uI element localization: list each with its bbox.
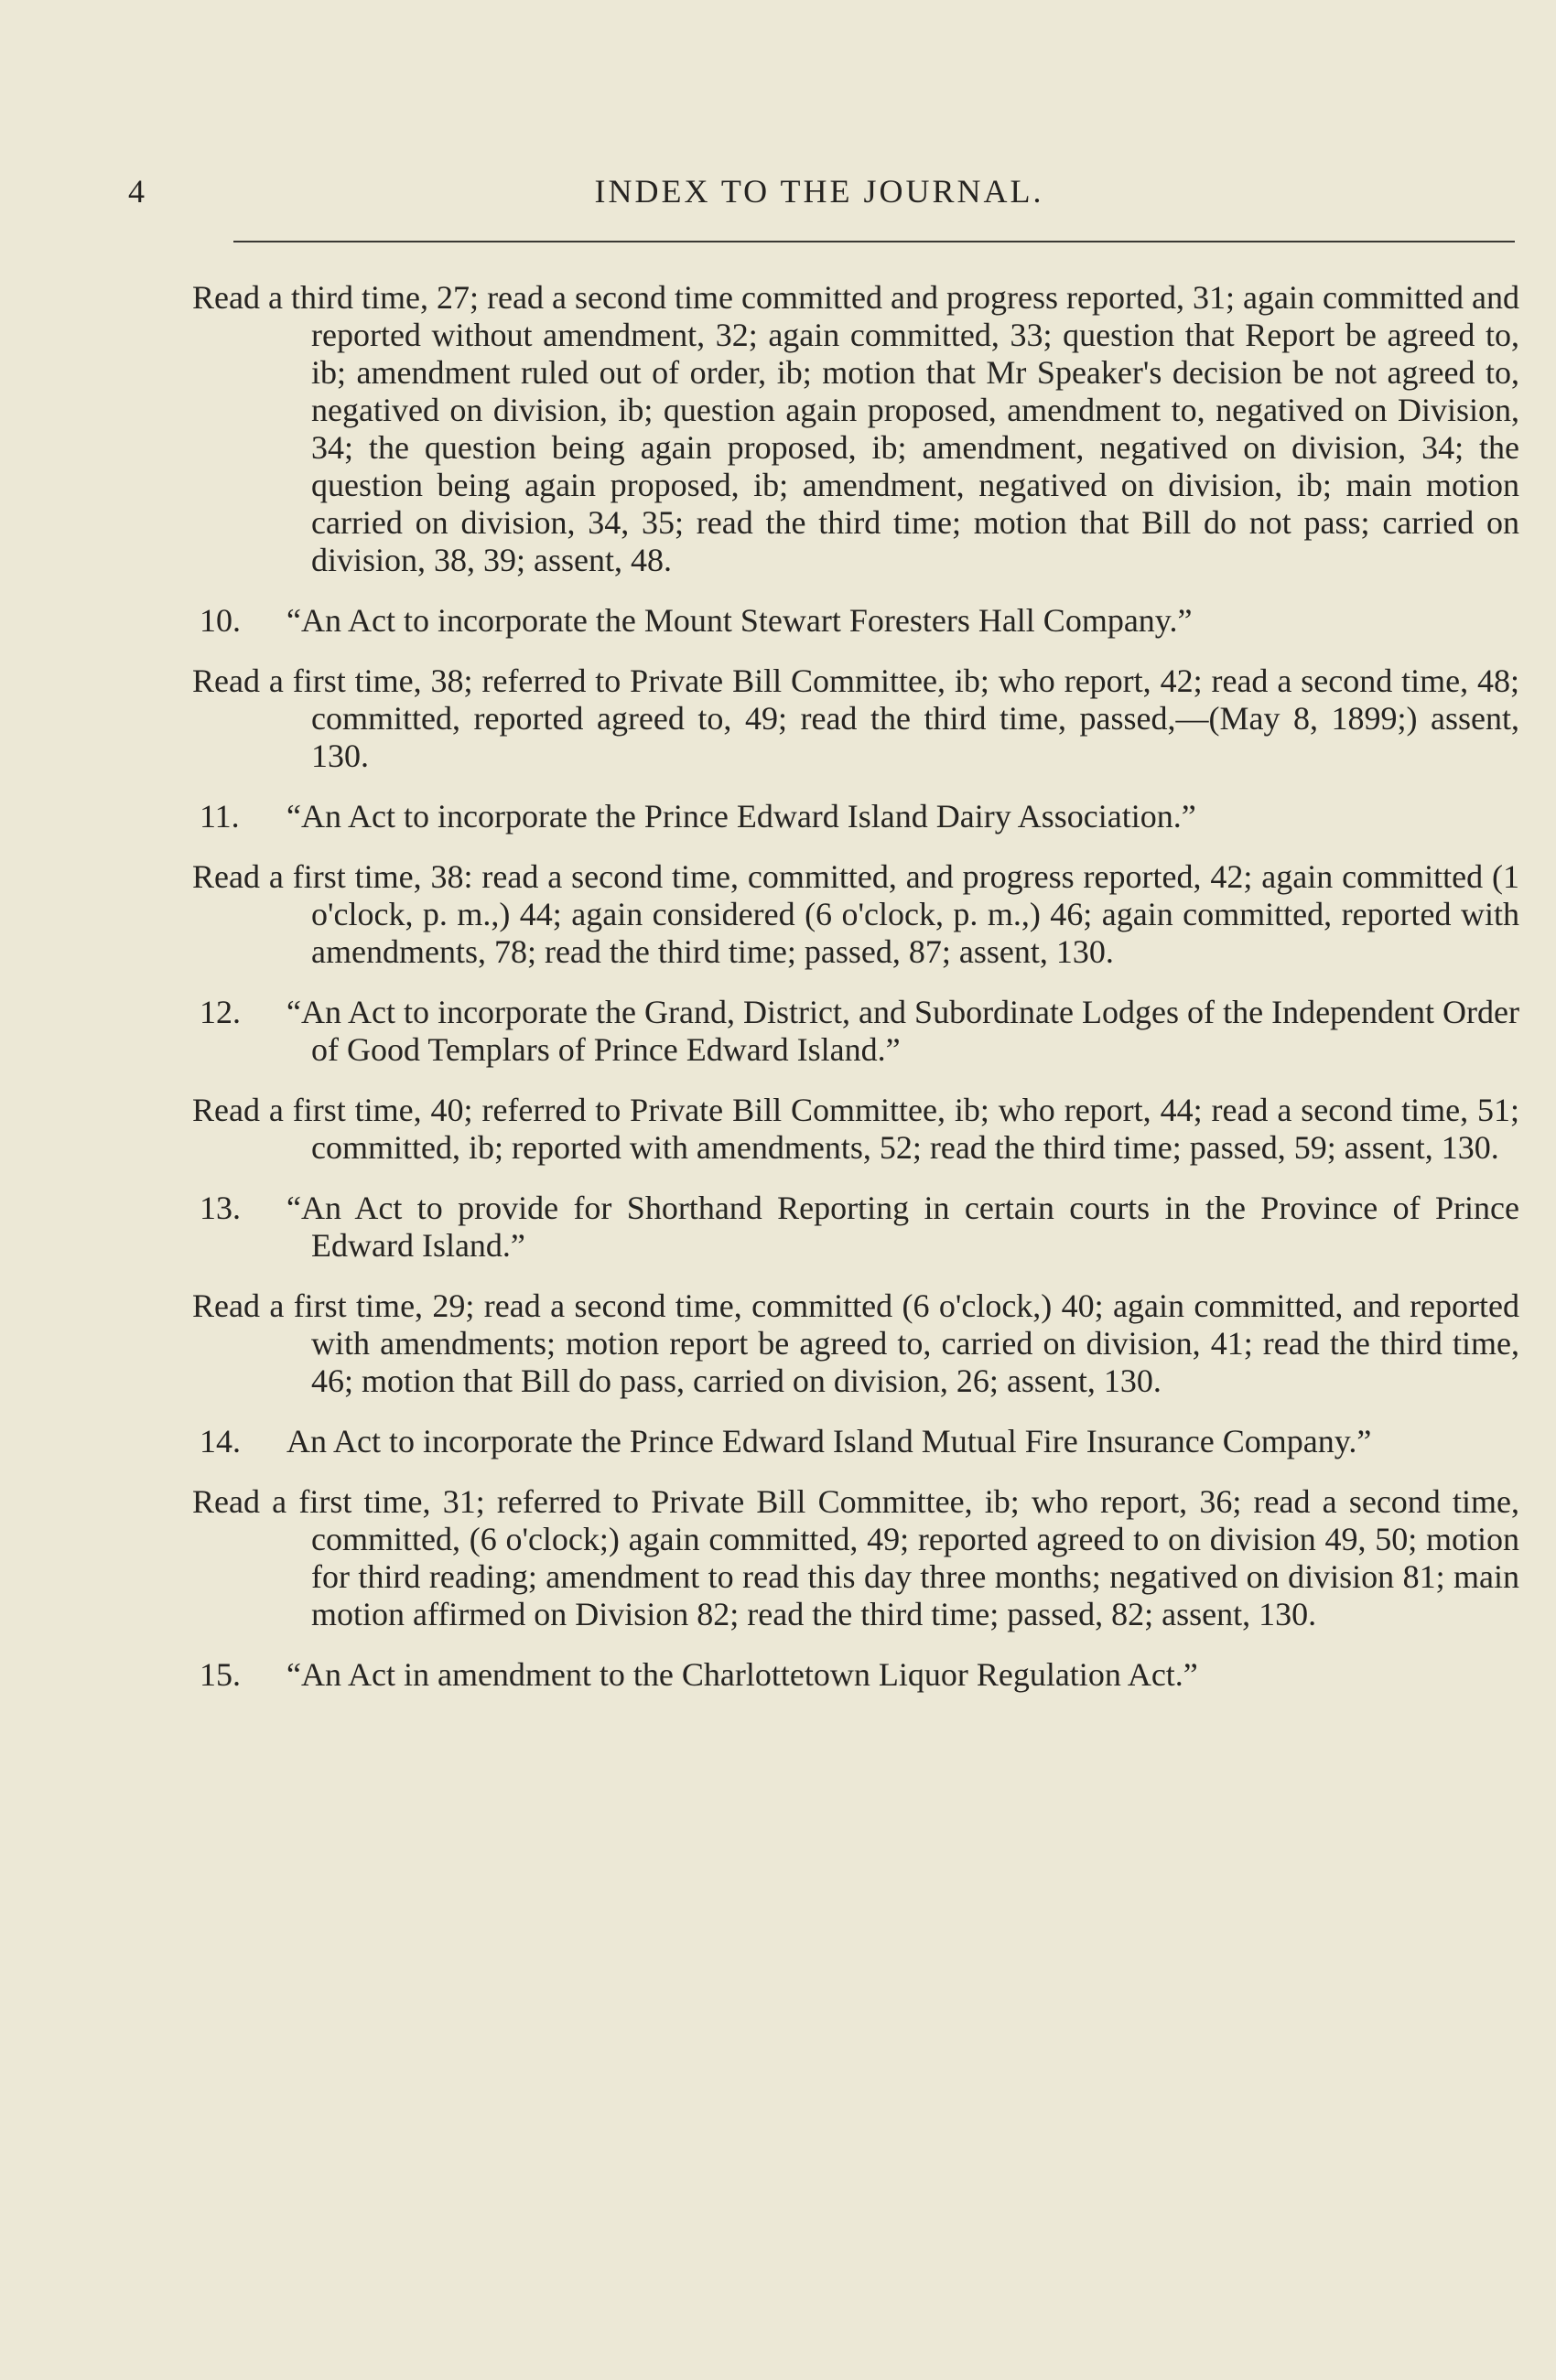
proceedings-entry: Read a first time, 38: read a second time, committed, and progress reported, 42; again committed (1 o'clock, p. m.,) 44; again considered (6 o'clock, p. m.,) 46; again committed, reported with amendments, 78; read the third time; passed, 87; assent, 130. (192, 858, 1519, 970)
header-rule (233, 241, 1515, 242)
bill-entry (192, 1190, 1519, 1265)
bill-entry (192, 602, 1519, 640)
bill-entry (192, 798, 1519, 835)
proceedings-entry: Read a first time, 40; referred to Private Bill Committee, ib; who report, 44; read a second time, 51; committed, ib; reported with amendments, 52; read the third time; passed, 59; assent, 130. (192, 1092, 1519, 1166)
bill-number: 11. (200, 798, 240, 835)
bill-number: 14. (200, 1423, 241, 1459)
bill-title: “An Act to provide for Shorthand Reporting in certain courts in the Province of Prince Edward Island.” (286, 1190, 1519, 1264)
index-content (192, 279, 1519, 1717)
proceedings-entry: Read a first time, 29; read a second time, committed (6 o'clock,) 40; again committed, and reported with amendments; motion report be agreed to, carried on division, 41; read the third time, 46; motion that Bill do pass, carried on division, 26; assent, 130. (192, 1287, 1519, 1399)
proceedings-entry: Read a first time, 38; referred to Private Bill Committee, ib; who report, 42; read a second time, 48; committed, reported agreed to, 49; read the third time, passed,—(May 8, 1899;) assent, 130. (192, 662, 1519, 774)
bill-title: “An Act in amendment to the Charlottetown Liquor Regulation Act.” (286, 1656, 1198, 1693)
bill-entry (192, 1423, 1519, 1460)
page-number: 4 (128, 173, 146, 210)
bill-number: 10. (200, 602, 241, 639)
bill-title: An Act to incorporate the Prince Edward Island Mutual Fire Insurance Company.” (286, 1423, 1372, 1459)
bill-title: “An Act to incorporate the Mount Stewart Foresters Hall Company.” (286, 602, 1193, 639)
bill-title: “An Act to incorporate the Grand, District, and Subordinate Lodges of the Independent Order of Good Templars of Prince Edward Island.” (286, 994, 1519, 1068)
page-header (124, 172, 1515, 218)
running-head: INDEX TO THE JOURNAL. (594, 173, 1044, 210)
proceedings-entry: Read a first time, 31; referred to Private Bill Committee, ib; who report, 36; read a second time, committed, (6 o'clock;) again committed, 49; reported agreed to on division 49, 50; motion for third reading; amendment to read this day three months; negatived on division 81; main motion affirmed on Division 82; read the third time; passed, 82; assent, 130. (192, 1483, 1519, 1632)
proceedings-entry: Read a third time, 27; read a second time committed and progress reported, 31; again committed and reported without amendment, 32; again committed, 33; question that Report be agreed to, ib; amendment ruled out of order, ib; motion that Mr Speaker's decision be not agreed to, negatived on division, ib; question again proposed, amendment to, negatived on Division, 34; the question being again proposed, ib; amendment, negatived on division, 34; the question being again proposed, ib; amendment, negatived on division, ib; main motion carried on division, 34, 35; read the third time; motion that Bill do not pass; carried on division, 38, 39; assent, 48. (192, 279, 1519, 578)
bill-number: 12. (200, 994, 241, 1030)
bill-entry (192, 994, 1519, 1069)
bill-number: 15. (200, 1656, 241, 1693)
bill-title: “An Act to incorporate the Prince Edward Island Dairy Association.” (286, 798, 1196, 835)
bill-entry (192, 1656, 1519, 1694)
bill-number: 13. (200, 1190, 241, 1226)
